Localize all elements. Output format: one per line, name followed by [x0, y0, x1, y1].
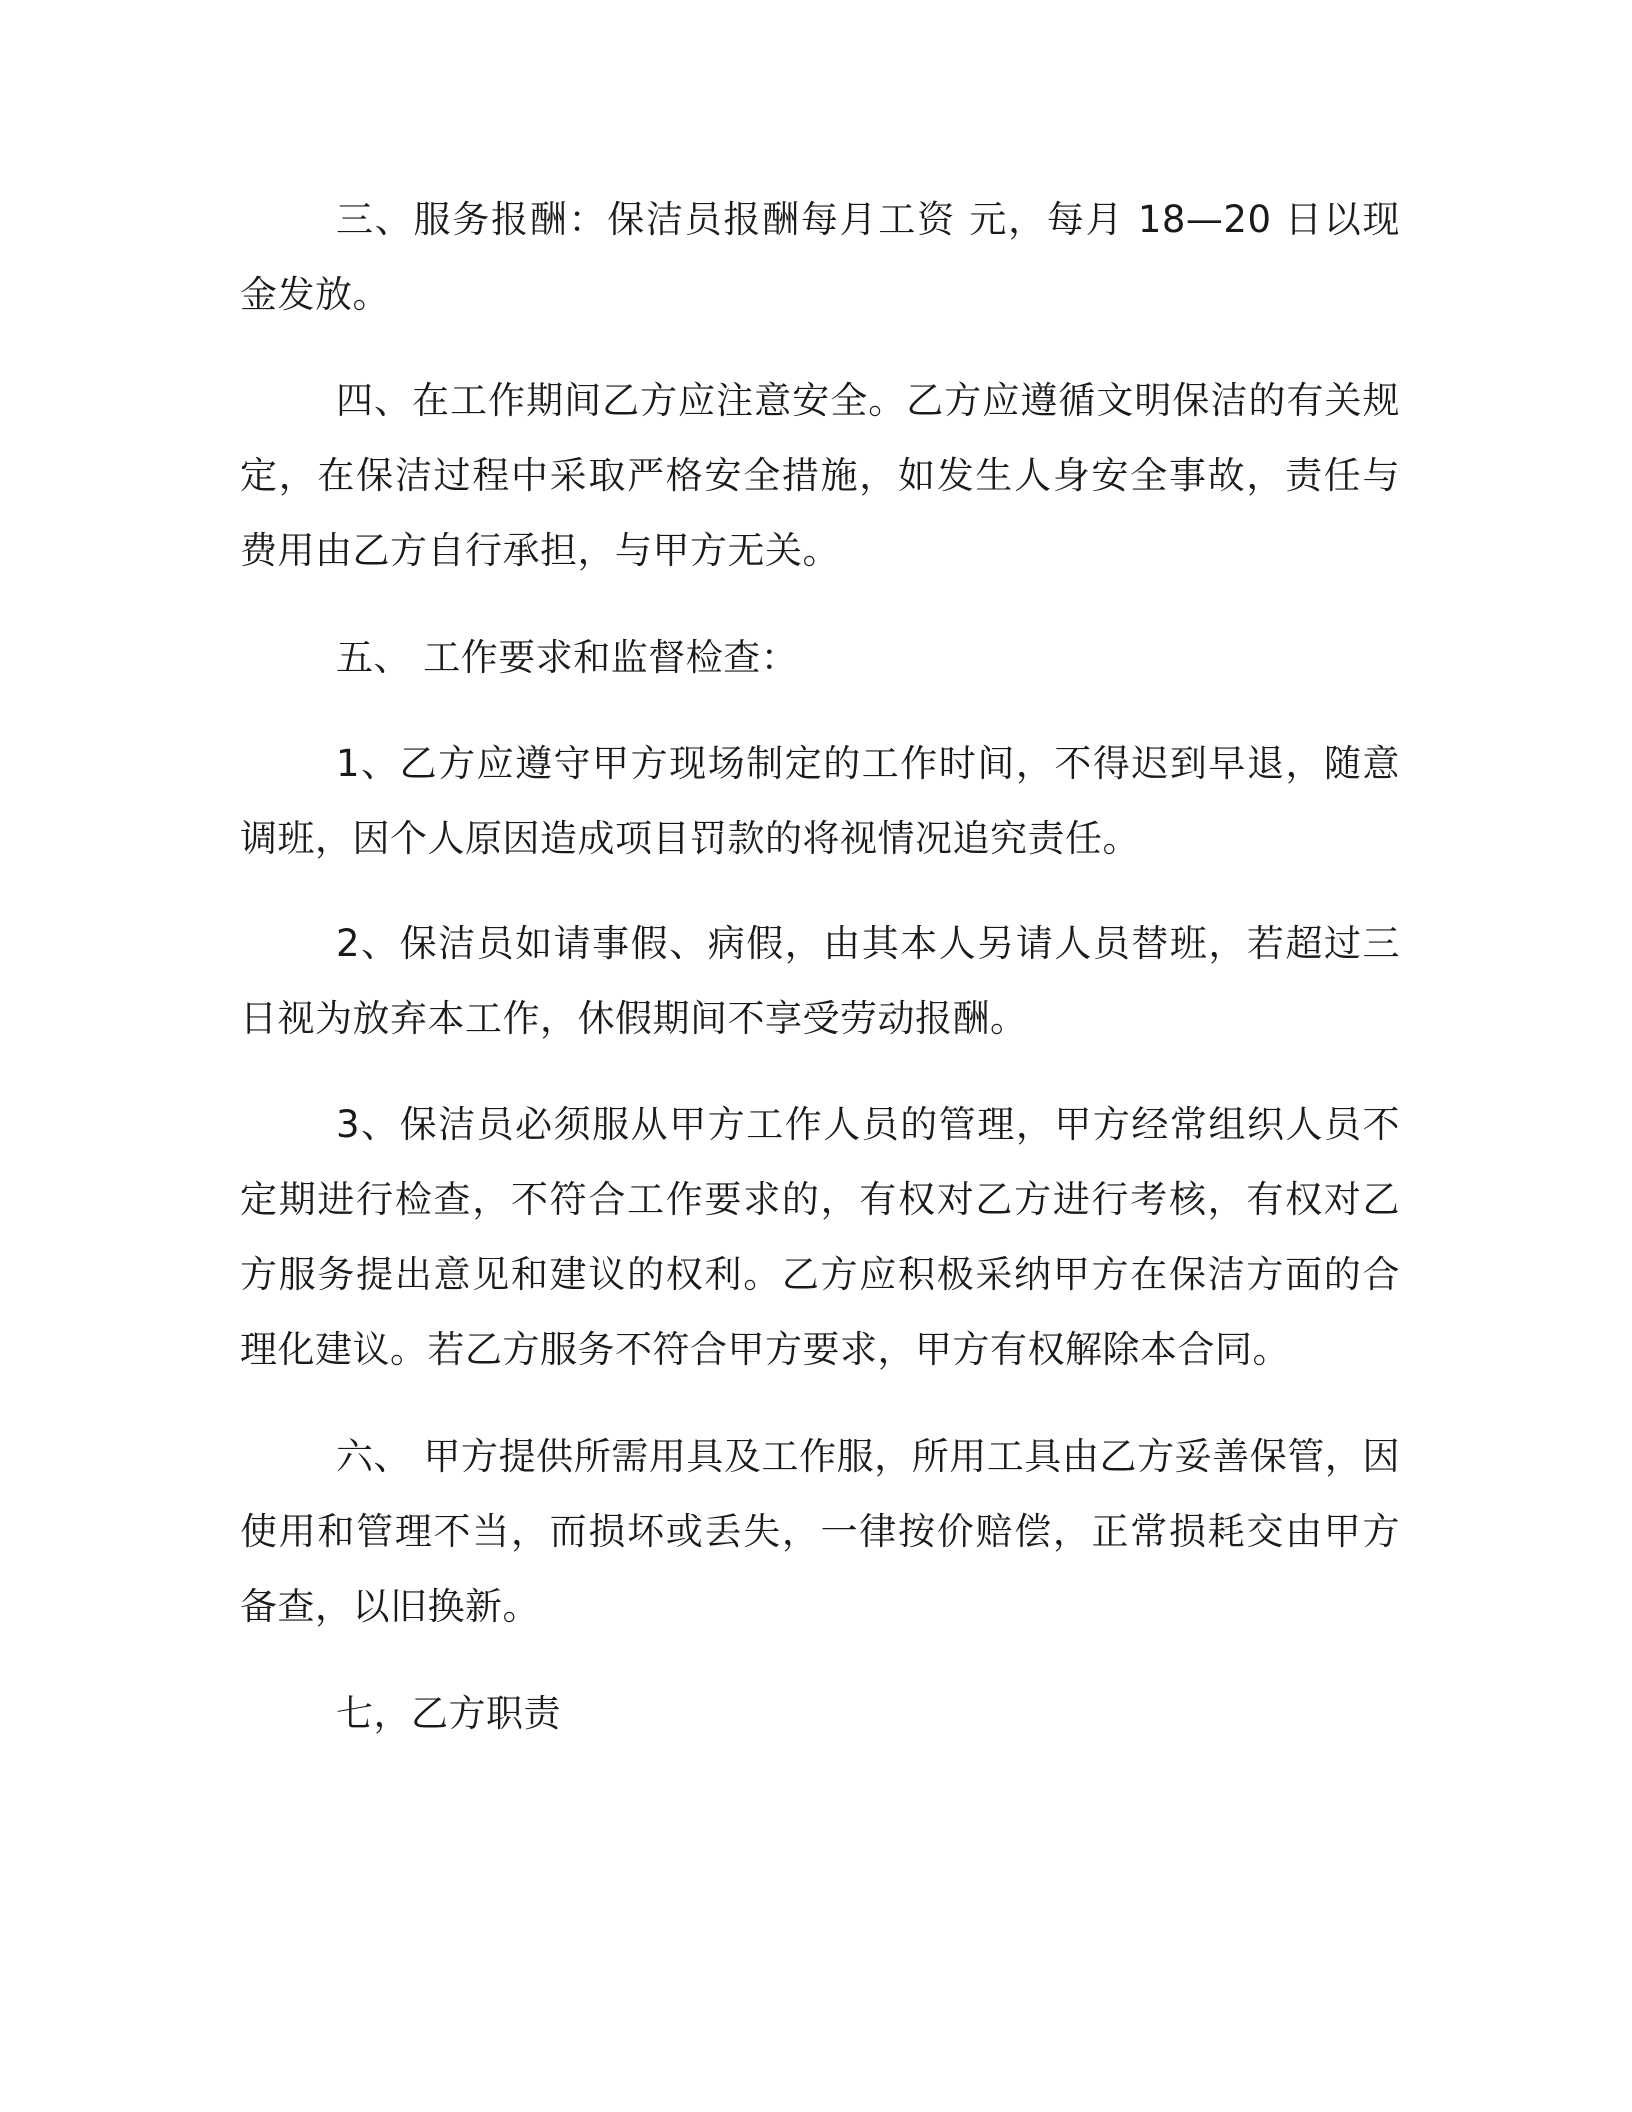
paragraph-tools-and-uniforms: 六、 甲方提供所需用具及工作服，所用工具由乙方妥善保管，因使用和管理不当，而损坏或丢失，一律按价赔偿，正常损耗交由甲方备查，以旧换新。 — [240, 1435, 1400, 1628]
paragraph-work-hours: 1、乙方应遵守甲方现场制定的工作时间，不得迟到早退，随意调班，因个人原因造成项目罚款的将视情况追究责任。 — [240, 742, 1400, 860]
section-heading-work-requirements: 五、 工作要求和监督检查： — [336, 636, 799, 679]
paragraph-service-remuneration: 三、服务报酬：保洁员报酬每月工资 元，每月 18—20 日以现金发放。 — [240, 198, 1400, 316]
section-heading-party-b-duties: 七，乙方职责 — [336, 1692, 561, 1735]
paragraph-supervision: 3、保洁员必须服从甲方工作人员的管理，甲方经常组织人员不定期进行检查，不符合工作要求的，有权对乙方进行考核，有权对乙方服务提出意见和建议的权利。乙方应积极采纳甲方在保洁方面的合理化建议。若乙方服务不符合甲方要求，甲方有权解除本合同。 — [240, 1103, 1400, 1371]
paragraph-leave-policy: 2、保洁员如请事假、病假，由其本人另请人员替班，若超过三日视为放弃本工作，休假期间不享受劳动报酬。 — [240, 922, 1400, 1040]
paragraph-work-safety: 四、在工作期间乙方应注意安全。乙方应遵循文明保洁的有关规定，在保洁过程中采取严格安全措施，如发生人身安全事故，责任与费用由乙方自行承担，与甲方无关。 — [240, 379, 1400, 572]
